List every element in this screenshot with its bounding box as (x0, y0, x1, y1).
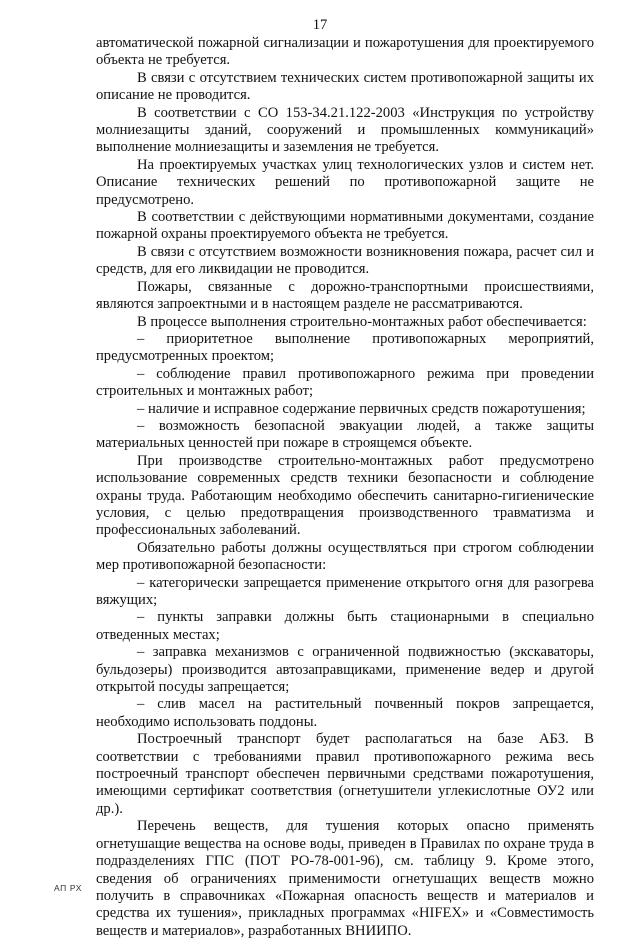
paragraph: – заправка механизмов с ограниченной подвижностью (экскаваторы, бульдозеры) производится автозаправщиками, применение ведер и другой открытой посуды запрещается; (96, 644, 594, 696)
paragraph: – слив масел на растительный почвенный покров запрещается, необходимо использовать поддоны. (96, 696, 594, 730)
paragraph: – приоритетное выполнение противопожарных мероприятий, предусмотренных проектом; (96, 330, 594, 365)
paragraph: На проектируемых участках улиц технологических узлов и систем нет. Описание технических решений по противопожарной защите не предусмотрено. (96, 156, 594, 208)
page-number: 17 (312, 17, 328, 33)
paragraph: Построечный транспорт будет располагаться на базе АБЗ. В соответствии с требованиями правил противопожарного режима весь построечный транспорт обеспечен первичными средствами пожаротушения, имеющими сертификат соответствия (огнетушители углекислотные ОУ2 или др.). (96, 731, 594, 817)
paragraph: В соответствии с действующими нормативными документами, создание пожарной охраны проектируемого объекта не требуется. (96, 209, 594, 243)
paragraph: – возможность безопасной эвакуации людей, а также защиты материальных ценностей при пожаре в строящемся объекте. (96, 417, 594, 452)
paragraph: – пункты заправки должны быть стационарными в специально отведенных местах; (96, 609, 594, 643)
footer-stamp: АП РХ (54, 883, 83, 893)
paragraph: В связи с отсутствием технических систем противопожарной защиты их описание не проводится. (96, 69, 594, 104)
paragraph: В связи с отсутствием возможности возникновения пожара, расчет сил и средств, для его ликвидации не проводится. (96, 243, 594, 278)
paragraph: – наличие и исправное содержание первичных средств пожаротушения; (137, 400, 586, 417)
paragraph: Перечень веществ, для тушения которых опасно применять огнетушащие вещества на основе воды, приведен в Правилах по охране труда в подразделениях ГПС (ПОТ РО-78-001-96), см. таблицу 9. Кроме этого, сведения об ограничениях применимости огнетушащих веществ можно получить в справочниках «Пожарная опасность веществ и материалов и средства их тушения», прикладных программах «HIFEX» и «Совместимость веществ и материалов», разработанных ВНИИПО. (96, 818, 594, 939)
paragraph: Обязательно работы должны осуществляться при строгом соблюдении мер противопожарной безопасности: (96, 539, 594, 574)
paragraph: В соответствии с СО 153-34.21.122-2003 «Инструкция по устройству молниезащиты зданий, сооружений и промышленных коммуникаций» выполнение молниезащиты и заземления не требуется. (96, 104, 594, 156)
paragraph: – соблюдение правил противопожарного режима при проведении строительных и монтажных работ; (96, 365, 594, 400)
body-text (96, 35, 594, 940)
paragraph: – категорически запрещается применение открытого огня для разогрева вяжущих; (96, 574, 594, 608)
paragraph: Пожары, связанные с дорожно-транспортными происшествиями, являются запроектными и в настоящем разделе не рассматриваются. (96, 278, 594, 313)
paragraph: автоматической пожарной сигнализации и пожаротушения для проектируемого объекта не требуется. (96, 35, 594, 69)
paragraph: В процессе выполнения строительно-монтажных работ обеспечивается: (137, 313, 587, 330)
paragraph: При производстве строительно-монтажных работ предусмотрено использование современных средств техники безопасности и соблюдение охраны труда. Работающим необходимо обеспечить санитарно-гигиенические условия, с целью предотвращения производственного травматизма и профессиональных заболеваний. (96, 452, 594, 539)
